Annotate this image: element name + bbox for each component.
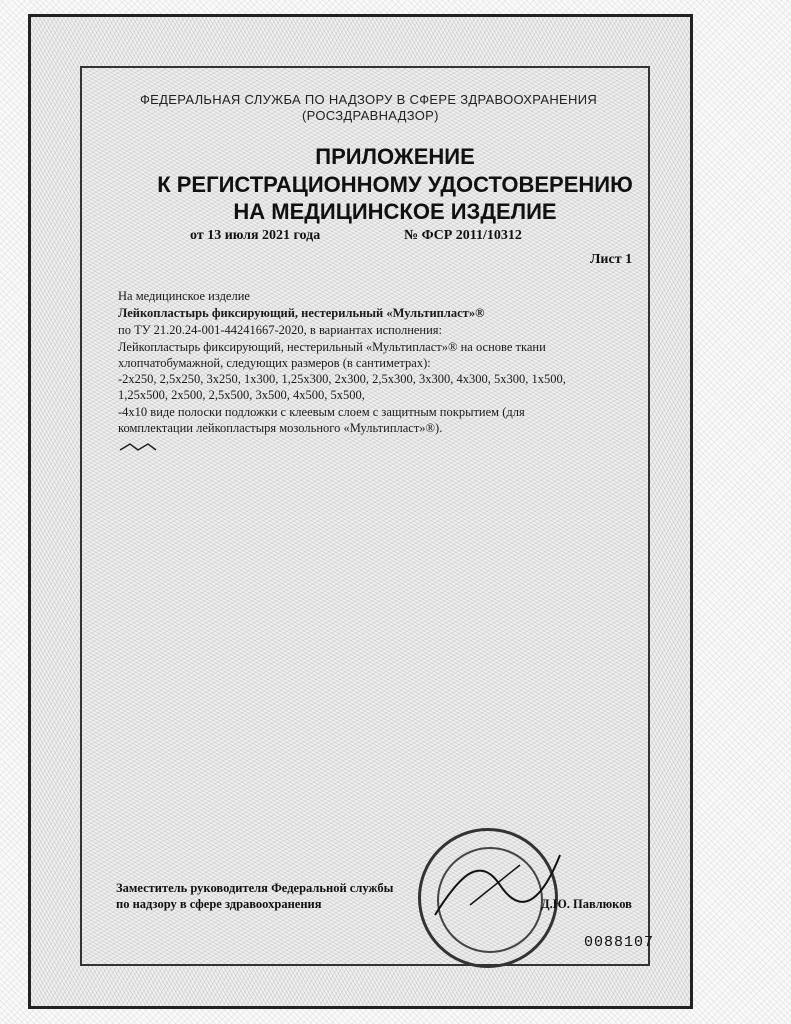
pen-mark-icon xyxy=(118,440,158,456)
agency-name: ФЕДЕРАЛЬНАЯ СЛУЖБА ПО НАДЗОРУ В СФЕРЕ ЗДРАВООХРАНЕНИЯ xyxy=(140,92,598,107)
certificate-date: от 13 июля 2021 года xyxy=(190,228,321,243)
signatory-name: Д.Ю. Павлюков xyxy=(541,897,632,911)
agency-short-name: (РОСЗДРАВНАДЗОР) xyxy=(302,108,439,123)
serial-number: 0088107 xyxy=(584,934,655,951)
signature-icon xyxy=(430,845,570,925)
signatory-title-line-1: Заместитель руководителя Федеральной службы xyxy=(116,881,394,895)
body-line-4: 1,25х500, 2х500, 2,5х500, 3х500, 4х500, 5х500, xyxy=(118,388,365,402)
certificate-number: № ФСР 2011/10312 xyxy=(404,228,522,243)
product-name: Лейкопластырь фиксирующий, нестерильный «Мультипласт»® xyxy=(118,306,485,320)
body-line-2: хлопчатобумажной, следующих размеров (в сантиметрах): xyxy=(118,356,431,370)
product-spec: по ТУ 21.20.24-001-44241667-2020, в вариантах исполнения: xyxy=(118,323,443,337)
body-line-3: -2х250, 2,5х250, 3х250, 1х300, 1,25х300, 2х300, 2,5х300, 3х300, 4х300, 5х300, 1х500, xyxy=(118,372,566,386)
title-line-3: НА МЕДИЦИНСКОЕ ИЗДЕЛИЕ xyxy=(233,199,557,224)
sheet-number: Лист 1 xyxy=(590,252,633,267)
body-line-1: Лейкопластырь фиксирующий, нестерильный «Мультипласт»® на основе ткани xyxy=(118,340,546,354)
body-line-5: -4х10 виде полоски подложки с клеевым слоем с защитным покрытием (для xyxy=(118,405,525,419)
body-line-6: комплектации лейкопластыря мозольного «Мультипласт»®). xyxy=(118,421,443,435)
title-line-1: ПРИЛОЖЕНИЕ xyxy=(315,144,475,169)
title-line-2: К РЕГИСТРАЦИОННОМУ УДОСТОВЕРЕНИЮ xyxy=(157,172,633,197)
body-intro: На медицинское изделие xyxy=(118,289,250,303)
signatory-title-line-2: по надзору в сфере здравоохранения xyxy=(116,897,322,911)
